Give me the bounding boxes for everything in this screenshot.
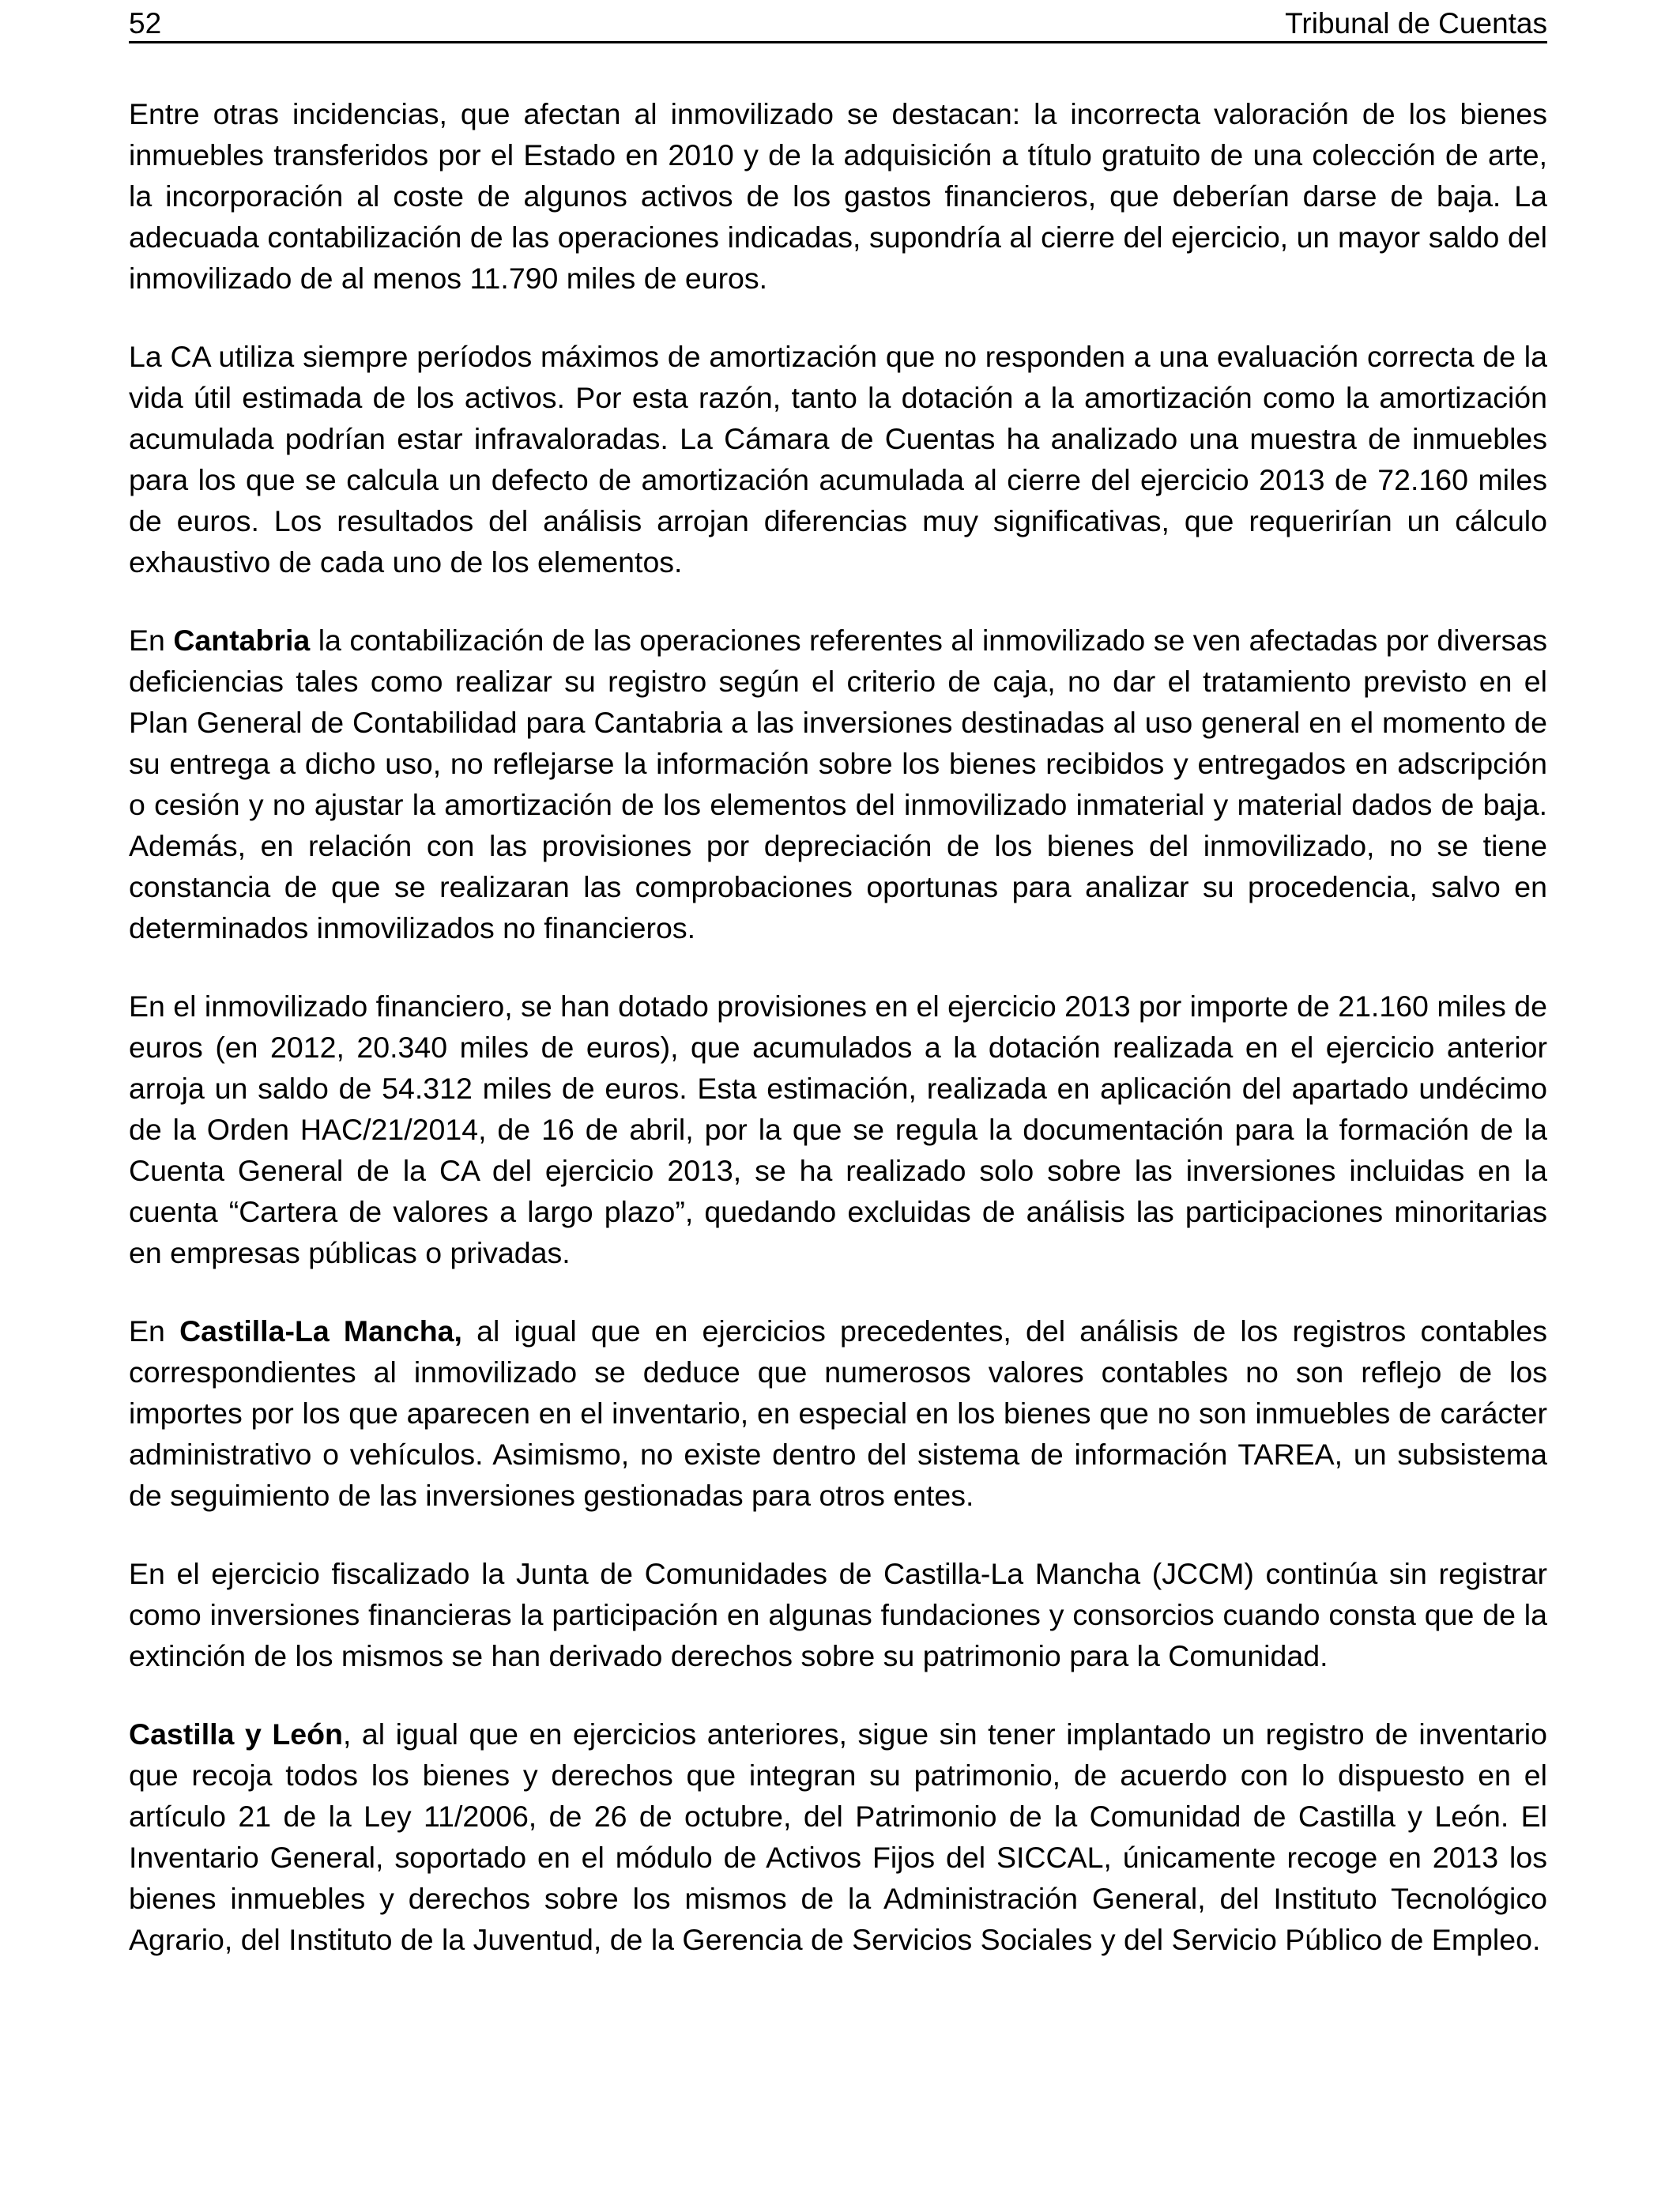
paragraph-text: Entre otras incidencias, que afectan al inmovilizado se destacan: la incorrecta valoración de los bienes inmuebles transferidos por el Estado en 2010 y de la adquisición a título gratuito de una colección de arte, la incorporación al coste de algunos activos de los gastos financieros, que deberían darse de baja. La adecuada contabilización de las operaciones indicadas, supondría al cierre del ejercicio, un mayor saldo del inmovilizado de al menos 11.790 miles de euros. [129, 97, 1547, 295]
paragraph-text: La CA utiliza siempre períodos máximos de amortización que no responden a una evaluación correcta de la vida útil estimada de los activos. Por esta razón, tanto la dotación a la amortización como la amortización acumulada podrían estar infravaloradas. La Cámara de Cuentas ha analizado una muestra de inmuebles para los que se calcula un defecto de amortización acumulada al cierre del ejercicio 2013 de 72.160 miles de euros. Los resultados del análisis arrojan diferencias muy significativas, que requerirían un cálculo exhaustivo de cada uno de los elementos. [129, 340, 1547, 579]
page-number: 52 [129, 7, 162, 40]
paragraph-5 [129, 1310, 1547, 1516]
paragraph-text: En el ejercicio fiscalizado la Junta de Comunidades de Castilla-La Mancha (JCCM) continúa sin registrar como inversiones financieras la participación en algunas fundaciones y consorcios cuando consta que de la extinción de los mismos se han derivado derechos sobre su patrimonio para la Comunidad. [129, 1557, 1547, 1672]
region-name-bold: Castilla y León [129, 1717, 343, 1751]
paragraph-text: la contabilización de las operaciones referentes al inmovilizado se ven afectadas por diversas deficiencias tales como realizar su registro según el criterio de caja, no dar el tratamiento previsto en el Plan General de Contabilidad para Cantabria a las inversiones destinadas al uso general en el momento de su entrega a dicho uso, no reflejarse la información sobre los bienes recibidos y entregados en adscripción o cesión y no ajustar la amortización de los elementos del inmovilizado inmaterial y material dados de baja. Además, en relación con las provisiones por depreciación de los bienes del inmovilizado, no se tiene constancia de que se realizaran las comprobaciones oportunas para analizar su procedencia, salvo en determinados inmovilizados no financieros. [129, 624, 1547, 944]
paragraph-1 [129, 93, 1547, 299]
paragraph-4 [129, 986, 1547, 1273]
paragraph-6 [129, 1553, 1547, 1676]
region-name-bold: Castilla-La Mancha, [179, 1314, 462, 1348]
region-name-bold: Cantabria [173, 624, 311, 657]
paragraph-prefix: En [129, 1314, 180, 1348]
paragraph-text: En el inmovilizado financiero, se han dotado provisiones en el ejercicio 2013 por importe de 21.160 miles de euros (en 2012, 20.340 miles de euros), que acumulados a la dotación realizada en el ejercicio anterior arroja un saldo de 54.312 miles de euros. Esta estimación, realizada en aplicación del apartado undécimo de la Orden HAC/21/2014, de 16 de abril, por la que se regula la documentación para la formación de la Cuenta General de la CA del ejercicio 2013, se ha realizado solo sobre las inversiones incluidas en la cuenta “Cartera de valores a largo plazo”, quedando excluidas de análisis las participaciones minoritarias en empresas públicas o privadas. [129, 990, 1547, 1269]
paragraph-prefix: En [129, 624, 174, 657]
body-text [129, 93, 1547, 1997]
page-header [129, 6, 1547, 43]
paragraph-2 [129, 336, 1547, 582]
paragraph-7 [129, 1713, 1547, 1960]
header-institution: Tribunal de Cuentas [1285, 7, 1547, 40]
paragraph-text: al igual que en ejercicios precedentes, del análisis de los registros contables correspondientes al inmovilizado se deduce que numerosos valores contables no son reflejo de los importes por los que aparecen en el inventario, en especial en los bienes que no son inmuebles de carácter administrativo o vehículos. Asimismo, no existe dentro del sistema de información TAREA, un subsistema de seguimiento de las inversiones gestionadas para otros entes. [129, 1314, 1547, 1512]
paragraph-3 [129, 620, 1547, 948]
paragraph-text: , al igual que en ejercicios anteriores, sigue sin tener implantado un registro de inventario que recoja todos los bienes y derechos que integran su patrimonio, de acuerdo con lo dispuesto en el artículo 21 de la Ley 11/2006, de 26 de octubre, del Patrimonio de la Comunidad de Castilla y León. El Inventario General, soportado en el módulo de Activos Fijos del SICCAL, únicamente recoge en 2013 los bienes inmuebles y derechos sobre los mismos de la Administración General, del Instituto Tecnológico Agrario, del Instituto de la Juventud, de la Gerencia de Servicios Sociales y del Servicio Público de Empleo. [129, 1717, 1547, 1956]
